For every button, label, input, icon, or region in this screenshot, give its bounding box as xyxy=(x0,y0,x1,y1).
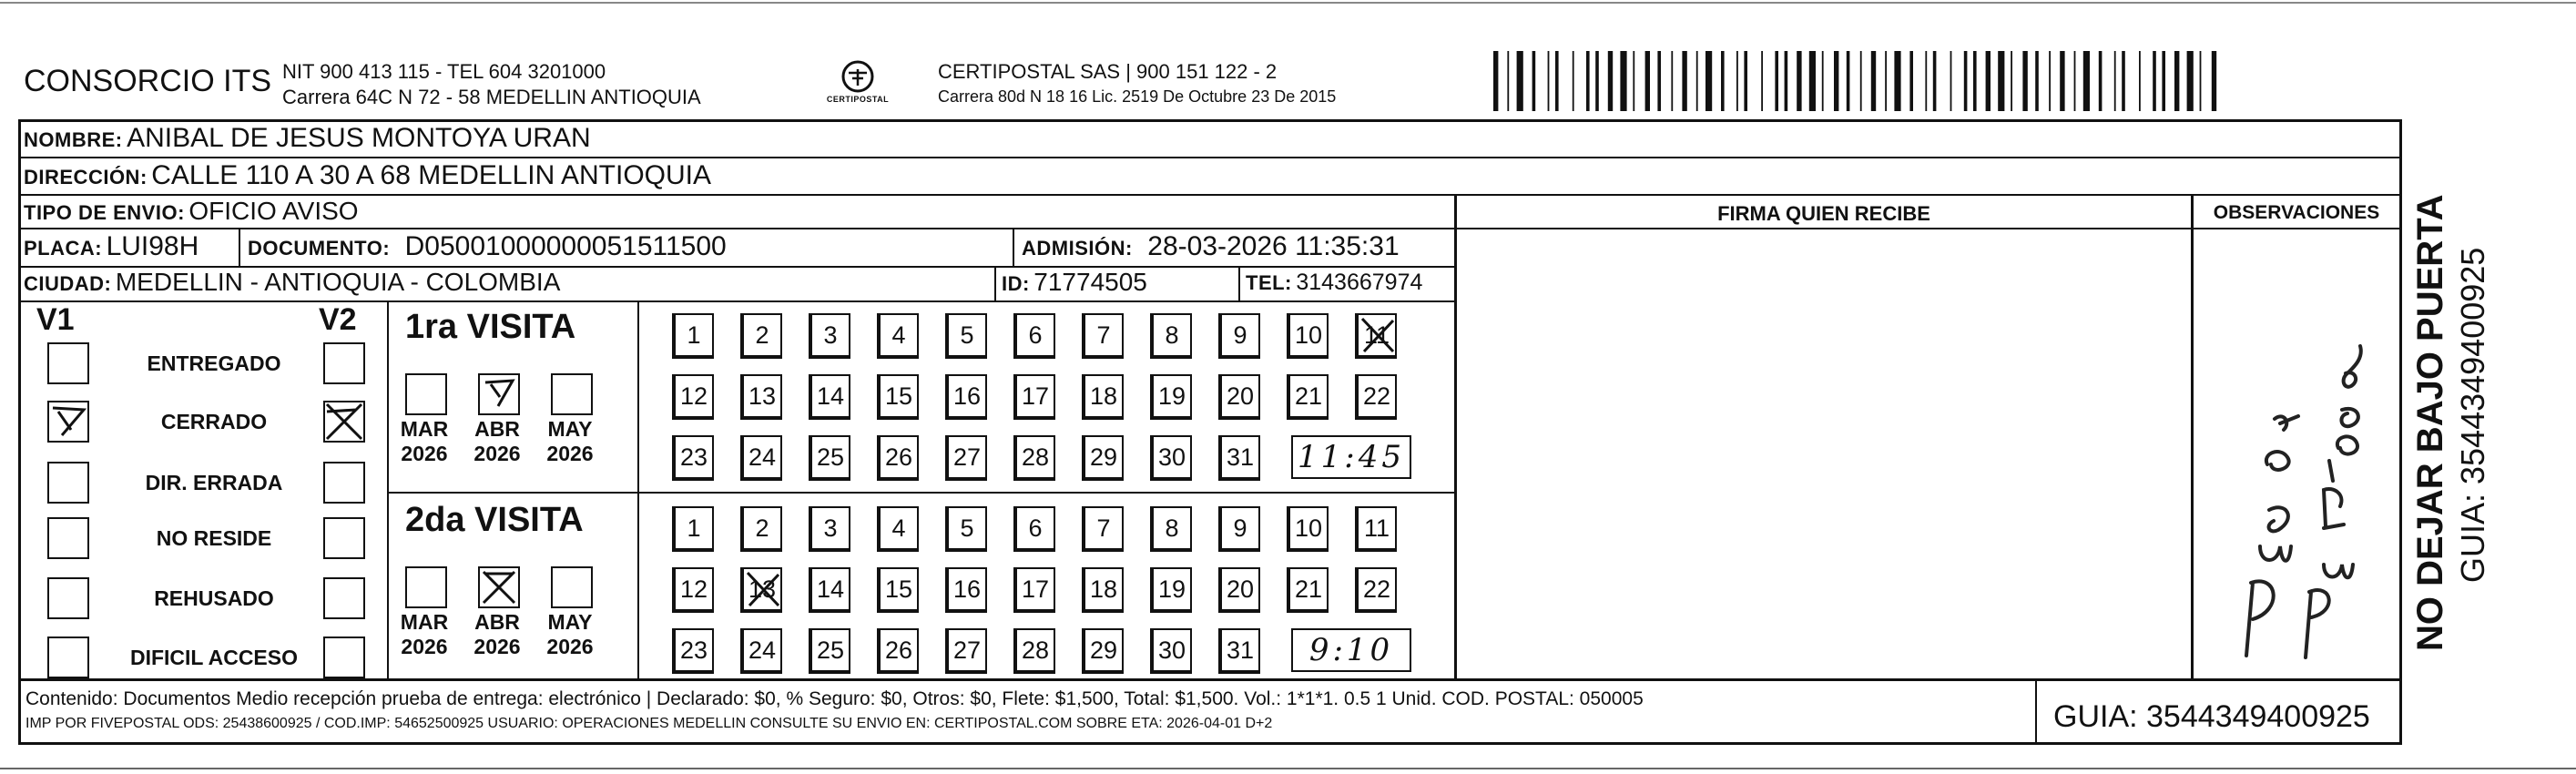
day-cell[interactable]: 30 xyxy=(1150,628,1192,674)
day-cell[interactable]: 1 xyxy=(672,506,714,552)
day-cell[interactable]: 30 xyxy=(1150,435,1192,481)
ciudad-value: MEDELLIN - ANTIOQUIA - COLOMBIA xyxy=(115,268,561,296)
v1-checkbox[interactable] xyxy=(47,577,89,619)
day-cell[interactable]: 9 xyxy=(1218,313,1260,359)
month-checkbox[interactable] xyxy=(405,566,447,608)
year-label: 2026 xyxy=(401,442,448,465)
status-label: CERRADO xyxy=(160,410,268,433)
tel-value: 3143667974 xyxy=(1296,270,1423,295)
courier-info-1: CERTIPOSTAL SAS | 900 151 122 - 2 xyxy=(938,60,1278,83)
month-checkbox[interactable] xyxy=(405,373,447,415)
day-cell[interactable]: 21 xyxy=(1287,374,1329,420)
day-cell[interactable]: 14 xyxy=(809,374,850,420)
month-label: ABR xyxy=(474,610,520,634)
day-cell[interactable]: 26 xyxy=(877,628,919,674)
placa-value: LUI98H xyxy=(106,231,199,261)
firma-header: FIRMA QUIEN RECIBE xyxy=(1717,202,1930,225)
tipo-envio-value: OFICIO AVISO xyxy=(188,197,359,225)
direccion-value: CALLE 110 A 30 A 68 MEDELLIN ANTIOQUIA xyxy=(151,160,711,190)
tipo-envio-label: TIPO DE ENVIO: xyxy=(24,201,185,224)
day-cell[interactable]: 8 xyxy=(1150,506,1192,552)
obs-divider xyxy=(2191,194,2194,678)
month-checkbox[interactable] xyxy=(478,566,520,608)
tipo-envio-field xyxy=(24,197,359,226)
v2-checkbox[interactable] xyxy=(323,401,365,443)
handwritten-time-box xyxy=(1291,435,1411,479)
handwritten-time: 9:10 xyxy=(1308,632,1394,668)
day-cell[interactable]: 2 xyxy=(740,313,782,359)
month-checkbox[interactable] xyxy=(478,373,520,415)
footer-top xyxy=(18,678,2402,681)
direccion-label: DIRECCIÓN: xyxy=(24,166,148,188)
tel-label: TEL: xyxy=(1246,271,1292,294)
ciudad-field xyxy=(24,268,560,297)
id-field xyxy=(1002,268,1147,297)
year-label: 2026 xyxy=(473,635,521,658)
v2-label: V2 xyxy=(319,302,357,337)
day-cell[interactable]: 31 xyxy=(1218,435,1260,481)
nombre-field xyxy=(24,123,591,154)
id-value: 71774505 xyxy=(1033,268,1147,296)
day-cell[interactable]: 4 xyxy=(877,506,919,552)
cell-divider xyxy=(1013,228,1014,266)
handwritten-time-box xyxy=(1291,628,1411,672)
check-mark-icon xyxy=(49,402,87,441)
cross-mark-icon xyxy=(325,402,363,441)
day-cell[interactable]: 25 xyxy=(809,435,850,481)
documento-field xyxy=(248,231,727,262)
company-name: CONSORCIO ITS xyxy=(24,64,272,98)
day-cell[interactable]: 22 xyxy=(1355,374,1397,420)
day-cell[interactable]: 7 xyxy=(1082,313,1124,359)
day-cell[interactable]: 24 xyxy=(740,435,782,481)
day-cell[interactable]: 11 xyxy=(1355,506,1397,552)
frame-bottom xyxy=(18,742,2402,745)
v2-checkbox[interactable] xyxy=(323,637,365,678)
handwritten-time: 11:45 xyxy=(1298,439,1405,475)
status-label: REHUSADO xyxy=(154,586,274,610)
status-label: DIFICIL ACCESO xyxy=(129,646,298,669)
courier-info-2: Carrera 80d N 18 16 Lic. 2519 De Octubre 23 De 2015 xyxy=(938,87,1337,106)
month-label: MAR xyxy=(400,610,449,634)
day-cell[interactable]: 6 xyxy=(1013,313,1055,359)
day-cell[interactable]: 15 xyxy=(877,374,919,420)
v2-checkbox[interactable] xyxy=(323,342,365,384)
footer-line-1: Contenido: Documentos Medio recepción prueba de entrega: electrónico | Declarado: $0, % Seguro: $0, Otros: $0, Flete: $1,500, Total: $1,500. Vol.: 1*1*1. 0.5 1 Unid. COD. POSTAL: 050005 xyxy=(25,688,1644,709)
day-cell[interactable]: 19 xyxy=(1150,567,1192,613)
day-cell[interactable]: 12 xyxy=(672,374,714,420)
day-cell[interactable]: 29 xyxy=(1082,435,1124,481)
day-cell[interactable]: 18 xyxy=(1082,374,1124,420)
firma-divider xyxy=(1454,194,1457,678)
company-info-2: Carrera 64C N 72 - 58 MEDELLIN ANTIOQUIA xyxy=(282,86,701,108)
year-label: 2026 xyxy=(546,442,594,465)
side-guia: GUIA: 3544349400925 xyxy=(2454,247,2491,583)
day-cell[interactable]: 11 xyxy=(1355,313,1397,359)
observaciones-header: OBSERVACIONES xyxy=(2213,202,2380,223)
cell-divider xyxy=(239,228,240,266)
day-cell[interactable]: 7 xyxy=(1082,506,1124,552)
row-divider xyxy=(18,194,2402,196)
day-cell[interactable]: 6 xyxy=(1013,506,1055,552)
placa-label: PLACA: xyxy=(24,237,103,260)
footer-guia-divider xyxy=(2035,678,2037,744)
v1-checkbox[interactable] xyxy=(47,517,89,559)
day-cell[interactable]: 8 xyxy=(1150,313,1192,359)
day-cell[interactable]: 28 xyxy=(1013,435,1055,481)
direccion-field xyxy=(24,160,711,191)
top-rule xyxy=(0,2,2576,4)
month-label: MAY xyxy=(547,610,593,634)
documento-value: D05001000000051511500 xyxy=(404,231,727,261)
day-cell[interactable]: 10 xyxy=(1287,506,1329,552)
day-cell[interactable]: 14 xyxy=(809,567,850,613)
cross-mark-icon xyxy=(480,568,518,606)
day-cell[interactable]: 18 xyxy=(1082,567,1124,613)
frame-left xyxy=(18,119,21,745)
side-warning: NO DEJAR BAJO PUERTA xyxy=(2410,194,2450,651)
day-cell[interactable]: 22 xyxy=(1355,567,1397,613)
day-cell[interactable]: 5 xyxy=(945,313,987,359)
day-cell[interactable]: 27 xyxy=(945,628,987,674)
day-cell[interactable]: 26 xyxy=(877,435,919,481)
visit-divider xyxy=(387,492,1454,494)
month-label: MAR xyxy=(400,417,449,441)
day-cell[interactable]: 4 xyxy=(877,313,919,359)
right-header-bottom xyxy=(1454,228,2402,229)
day-cell[interactable]: 29 xyxy=(1082,628,1124,674)
day-cell[interactable]: 13 xyxy=(740,567,782,613)
day-cell[interactable]: 23 xyxy=(672,435,714,481)
day-cell[interactable]: 13 xyxy=(740,374,782,420)
v2-checkbox[interactable] xyxy=(323,517,365,559)
cross-mark-icon xyxy=(1359,315,1399,355)
row-divider xyxy=(18,157,2402,158)
admision-field xyxy=(1022,231,1400,262)
cell-divider xyxy=(1238,266,1240,300)
status-label: DIR. ERRADA xyxy=(145,471,283,494)
status-divider xyxy=(387,300,389,678)
v1-checkbox[interactable] xyxy=(47,342,89,384)
day-cell[interactable]: 27 xyxy=(945,435,987,481)
year-label: 2026 xyxy=(546,635,594,658)
visit-title: 1ra VISITA xyxy=(405,308,576,346)
v1-checkbox[interactable] xyxy=(47,637,89,678)
v1-checkbox[interactable] xyxy=(47,401,89,443)
day-cell[interactable]: 25 xyxy=(809,628,850,674)
day-cell[interactable]: 10 xyxy=(1287,313,1329,359)
row-divider xyxy=(18,300,1457,302)
status-label: ENTREGADO xyxy=(147,351,281,375)
cell-divider xyxy=(994,266,996,300)
cross-mark-icon xyxy=(744,569,784,609)
placa-field xyxy=(24,231,199,262)
v2-checkbox[interactable] xyxy=(323,462,365,504)
nombre-value: ANIBAL DE JESUS MONTOYA URAN xyxy=(127,123,591,153)
day-cell[interactable]: 12 xyxy=(672,567,714,613)
day-cell[interactable]: 16 xyxy=(945,374,987,420)
calendar-divider xyxy=(637,300,639,678)
month-checkbox[interactable] xyxy=(551,566,593,608)
frame-right xyxy=(2399,119,2402,745)
day-cell[interactable]: 17 xyxy=(1013,567,1055,613)
id-label: ID: xyxy=(1002,272,1030,295)
barcode xyxy=(1493,51,2222,111)
bottom-rule xyxy=(0,768,2576,769)
day-cell[interactable]: 3 xyxy=(809,313,850,359)
month-label: MAY xyxy=(547,417,593,441)
day-cell[interactable]: 23 xyxy=(672,628,714,674)
day-cell[interactable]: 2 xyxy=(740,506,782,552)
certipostal-logo xyxy=(820,58,896,109)
day-cell[interactable]: 20 xyxy=(1218,374,1260,420)
status-label: NO RESIDE xyxy=(156,526,272,550)
day-cell[interactable]: 15 xyxy=(877,567,919,613)
footer-guia: GUIA: 3544349400925 xyxy=(2053,699,2370,734)
documento-label: DOCUMENTO: xyxy=(248,237,391,260)
year-label: 2026 xyxy=(401,635,448,658)
check-mark-icon xyxy=(480,375,518,413)
day-cell[interactable]: 9 xyxy=(1218,506,1260,552)
company-info-1: NIT 900 413 115 - TEL 604 3201000 xyxy=(282,60,606,83)
day-cell[interactable]: 17 xyxy=(1013,374,1055,420)
ciudad-label: CIUDAD: xyxy=(24,272,112,295)
nombre-label: NOMBRE: xyxy=(24,128,123,151)
day-cell[interactable]: 1 xyxy=(672,313,714,359)
v1-checkbox[interactable] xyxy=(47,462,89,504)
day-cell[interactable]: 21 xyxy=(1287,567,1329,613)
day-cell[interactable]: 16 xyxy=(945,567,987,613)
observaciones-handwriting xyxy=(2196,237,2397,665)
month-checkbox[interactable] xyxy=(551,373,593,415)
admision-value: 28-03-2026 11:35:31 xyxy=(1147,231,1400,261)
day-cell[interactable]: 3 xyxy=(809,506,850,552)
month-label: ABR xyxy=(474,417,520,441)
day-cell[interactable]: 31 xyxy=(1218,628,1260,674)
v2-checkbox[interactable] xyxy=(323,577,365,619)
footer-line-2: IMP POR FIVEPOSTAL ODS: 25438600925 / COD.IMP: 54652500925 USUARIO: OPERACIONES MEDELLIN CONSULTE SU ENVIO EN: CERTIPOSTAL.COM SOBRE ETA: 2026-04-01 D+2 xyxy=(25,716,1273,731)
tel-field xyxy=(1246,270,1422,296)
day-cell[interactable]: 19 xyxy=(1150,374,1192,420)
frame-top xyxy=(18,119,2402,122)
admision-label: ADMISIÓN: xyxy=(1022,237,1133,260)
day-cell[interactable]: 28 xyxy=(1013,628,1055,674)
year-label: 2026 xyxy=(473,442,521,465)
day-cell[interactable]: 5 xyxy=(945,506,987,552)
day-cell[interactable]: 24 xyxy=(740,628,782,674)
certipostal-logo-text: CERTIPOSTAL xyxy=(826,95,890,104)
visit-title: 2da VISITA xyxy=(405,501,584,539)
v1-label: V1 xyxy=(36,302,75,337)
row-divider xyxy=(18,228,1457,229)
day-cell[interactable]: 20 xyxy=(1218,567,1260,613)
